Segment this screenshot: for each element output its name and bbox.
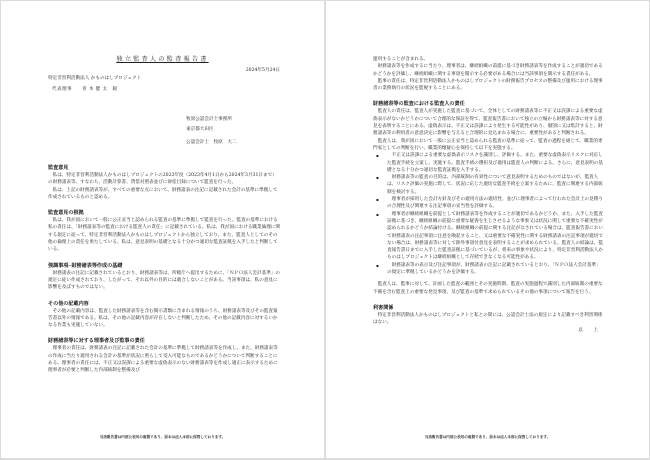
paragraph: 理事者の責任は、財務諸表の注記に記載された会計の基準に準拠して財務諸表等を作成し、また、財務諸表等の作成に当たり適用される会計の基準が状況に照らして受入可能なものであるかどうかについて判断することにある。理事者の責任には、不正又は誤謬による重要な虚偽表示のない財務諸表等を作成し適正に表示するために理事者が必要と判断した内部統制を整備及び: [48, 346, 278, 374]
section-audit-opinion: [48, 165, 280, 201]
paragraph: 運用することが含まれる。: [373, 57, 429, 62]
paragraph: 私は、上記の財務諸表等が、すべての重要な点において、財務諸表の注記に記載された会計の基準に準拠して作成されているものと認める。: [48, 187, 278, 200]
section-interest: [373, 305, 605, 327]
page-footer-note: 当該報告書は内部公表用の複製であり、原本は法人本部に保管しております。: [424, 435, 551, 439]
paragraph: 監事の責任は、特定非営利活動法人かものはしプロジェクトの財務報告プロセスの整備及び運用における理事者の業務執行の状況を監視することにある。: [373, 78, 603, 92]
list-item: ▪ 不正又は誤謬による重要な虚偽表示リスクを識別し、評価する。また、重要な虚偽表示リスクに対応した監査手続を立案し、実施する。監査手続の選択及び適用は監査人の判断による。さらに、意見表明の基礎となる十分かつ適切な監査証拠を入手する。: [387, 152, 605, 174]
paragraph: 私は、我が国において一般に公正妥当と認められる監査の基準に準拠して監査を行った。監査の基準における私の責任は、「財務諸表等の監査における監査人の責任」に記載されている。私は、我が国における職業倫理に関する規定に従って、特定非営利活動法人かものはしプロジェクトから独立しており、また、監査人としてのその他の倫理上の責任を果たしている。私は、意見表明の基礎となる十分かつ適切な監査証拠を入手したと判断している。: [48, 218, 280, 253]
procedure-list: [373, 152, 605, 276]
paragraph: その他の記載内容は、監査した財務諸表等を含む開示書類に含まれる情報のうち、財務諸表等及びその監査報告書以外の情報である。私は、その他の記載内容が存在しないと判断したため、その他の記載内容に対するいかなる作業も実施していない。: [48, 308, 278, 329]
section-emphasis: [48, 263, 280, 292]
addressee-person: 代表理事 青 木 健 太 殿: [52, 87, 118, 92]
report-page-1: [1, 1, 324, 458]
report-date: 2024年5月24日: [245, 68, 280, 73]
list-item: ▪ 財務諸表等の監査の目的は、内部統制の有効性について意見表明するためのものではないが、監査人は、リスク評価の実施に際して、状況に応じた適切な監査手続を立案するために、監査に関連する内部統制を検討する。: [387, 174, 605, 196]
closing-mark: 以 上: [578, 327, 601, 333]
left-body: [48, 165, 280, 375]
section-heading: 強調事項─財務諸表等作成の基礎: [48, 262, 123, 269]
addressee-organization: 特定非営利活動法人 かものはしプロジェクト: [48, 76, 142, 81]
section-heading: 監査意見の根拠: [48, 210, 84, 217]
list-item: ▪ 財務諸表等の表示及び注記事項が、財務諸表の注記に記載されているとおり、「ＮＰＯ法人会計基準」の規定に準拠しているかどうかを評価する。: [387, 262, 605, 277]
paragraph: 財務諸表の注記に記載されているとおり、財務諸表等は、所轄庁へ提出するために、「ＮＰＯ法人会計基準」の規定に従い作成されており、したがって、それ以外の目的には適合しないことがある。当該事項は、私の意見に影響を及ぼすものではない。: [48, 270, 280, 291]
section-other-information: [48, 301, 280, 330]
section-auditor-responsibility: [373, 101, 605, 295]
paragraph: 監査人は、我が国において一般に公正妥当と認められる監査の基準に従って、監査の過程を通じて、職業的専門家としての判断を行い、職業的懐疑心を保持して以下を実施する。: [373, 138, 603, 151]
section-heading: その他の記載内容: [48, 300, 89, 307]
firm-address: 東京都大田区: [186, 127, 214, 132]
section-heading: 利害関係: [373, 304, 394, 311]
paragraph: 特定非営利活動法人かものはしプロジェクトと私との間には、公認会計士法の規定により記載すべき利害関係はない。: [373, 312, 603, 326]
list-item: ▪ 理事者が採用した会計方針及びその適用方法の適切性、並びに理事者によって行われた会計上の見積りの合理性及び関連する注記事項の妥当性を評価する。: [387, 196, 605, 211]
page-footer-note: 当該報告書は内部公表用の複製であり、原本は法人本部に保管しております。: [99, 435, 226, 439]
paragraph: 監査人の責任は、監査人が実施した監査に基づいて、全体としての財務諸表等に不正又は誤謬による重要な虚偽表示がないかどうかについて合理的な保証を得て、監査報告書において独立の立場から財務諸表等に対する意見を表明することにある。虚偽表示は、不正又は誤謬により発生する可能性があり、個別に又は集計すると、財務諸表等の利用者の意思決定に影響を与えると合理的に見込まれる場合に、重要性があると判断される。: [373, 109, 603, 137]
paragraph: 私は、特定非営利活動法人かものはしプロジェクトの2023年度（2023年4月1日から2024年3月31日まで）の財務諸表等、すなわち、活動計算書、貸借対照表並びに財産目録について監査を行った。: [48, 173, 277, 186]
section-management-responsibility: [48, 338, 280, 374]
section-heading: 財務諸表等に対する理事者及び監事の責任: [48, 338, 145, 345]
firm-name: 牧原公認会計士事務所: [186, 117, 232, 122]
report-title: 独立監査人の監査報告書: [116, 56, 209, 63]
list-item: ▪ 理事者が継続組織を前提として財務諸表等を作成することが適切であるかどうか、また、入手した監査証拠に基づき、継続組織の前提に重要な疑義を生じさせるような事象又は状況に関して重要な不確実性が認められるかどうか結論付ける。継続組織の前提に関する注記がなされている場合は、監査報告書において財務諸表の注記事項に注意を喚起すること、又は重要な不確実性に関する財務諸表の注記事項が適切でない場合は、財務諸表等に対して除外事項付意見を表明することが求められている。監査人の結論は、監査報告書日までに入手した監査証拠に基づいているが、将来の事象や状況により、特定非営利活動法人かものはしプロジェクトは継続組織として存続できなくなる可能性がある。: [387, 211, 605, 262]
section-heading: 監査意見: [48, 165, 69, 171]
report-page-2: [326, 1, 649, 458]
auditor-name: 公認会計士 牧原 大二: [186, 140, 237, 145]
section-opinion-basis: [48, 210, 280, 253]
paragraph: 財務諸表等を作成するに当たり、理事者は、継続組織の前提に基づき財務諸表等を作成することが適切であるかどうかを評価し、継続組織に関する事項を開示する必要がある場合には当該事項を開示する責任がある。: [373, 64, 603, 77]
right-body: [373, 56, 605, 334]
section-heading: 財務諸表等の監査における監査人の責任: [373, 101, 465, 108]
paragraph: 監査人は、監事に対して、計画した監査の範囲とその実施時期、監査の実施過程で識別した内部統制の重要な不備を含む監査上の重要な発見事項、及び監査の基準で求められているその他の事項について報告を行う。: [373, 282, 603, 295]
